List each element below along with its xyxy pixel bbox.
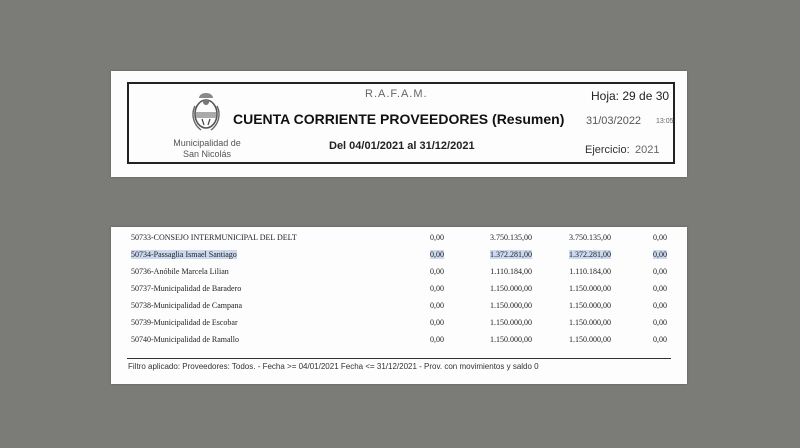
- table-row: [128, 333, 668, 348]
- amount-cell: 0,00: [653, 335, 667, 344]
- municipality-name-line1: Municipalidad de: [173, 138, 241, 148]
- amount-cell: 0,00: [430, 301, 444, 310]
- system-name: R.A.F.A.M.: [365, 88, 428, 100]
- report-header-page: [111, 71, 687, 177]
- exercise-value: 2021: [635, 144, 660, 156]
- table-row: [128, 316, 668, 331]
- supplier-name: 50733-CONSEJO INTERMUNICIPAL DEL DELT: [131, 233, 297, 242]
- supplier-name: 50737-Municipalidad de Baradero: [131, 284, 242, 293]
- amount-cell: 1.150.000,00: [569, 284, 611, 293]
- amount-cell: 3.750.135,00: [569, 233, 611, 242]
- table-row: [128, 231, 668, 246]
- amount-cell: 0,00: [653, 233, 667, 242]
- amount-cell: 0,00: [653, 284, 667, 293]
- report-detail-page: [111, 227, 687, 384]
- amount-cell: 1.150.000,00: [569, 335, 611, 344]
- amount-cell: 0,00: [430, 267, 444, 276]
- table-row: [128, 265, 668, 280]
- report-period: Del 04/01/2021 al 31/12/2021: [329, 140, 475, 152]
- amount-cell: 0,00: [430, 233, 444, 242]
- amount-cell: 1.150.000,00: [569, 301, 611, 310]
- amount-cell: 0,00: [653, 318, 667, 327]
- amount-cell: 1.372.281,00: [569, 250, 611, 259]
- applied-filter-text: Filtro aplicado: Proveedores: Todos. - Fecha >= 04/01/2021 Fecha <= 31/12/2021 - Prov. con movimientos y saldo 0: [128, 362, 539, 371]
- amount-cell: 0,00: [653, 301, 667, 310]
- report-header-box: [127, 82, 675, 164]
- amount-cell: 0,00: [653, 267, 667, 276]
- amount-cell: 0,00: [653, 250, 667, 259]
- amount-cell: 1.150.000,00: [490, 318, 532, 327]
- report-date: 31/03/2022: [586, 115, 642, 127]
- table-row-selected[interactable]: [128, 248, 668, 263]
- municipality-name-line2: San Nicolás: [182, 149, 232, 159]
- amount-cell: 1.372.281,00: [490, 250, 532, 259]
- page-indicator: Hoja: 29 de 30: [591, 89, 670, 103]
- amount-cell: 1.150.000,00: [490, 335, 532, 344]
- supplier-name: 50738-Municipalidad de Campana: [131, 301, 243, 310]
- amount-cell: 1.110.184,00: [569, 267, 611, 276]
- exercise-label: Ejercicio:: [585, 144, 630, 156]
- table-row: [128, 299, 668, 314]
- supplier-name: 50734-Passaglia Ismael Santiago: [131, 250, 237, 259]
- table-row: [128, 282, 668, 297]
- report-time: 13:05: [656, 118, 674, 125]
- divider: [127, 358, 671, 359]
- amount-cell: 1.150.000,00: [490, 284, 532, 293]
- amount-cell: 1.150.000,00: [490, 301, 532, 310]
- report-title: CUENTA CORRIENTE PROVEEDORES (Resumen): [233, 111, 565, 127]
- amount-cell: 1.110.184,00: [490, 267, 532, 276]
- amount-cell: 1.150.000,00: [569, 318, 611, 327]
- supplier-name: 50739-Municipalidad de Escobar: [131, 318, 238, 327]
- supplier-name: 50736-Anóbile Marcela Lilian: [131, 267, 229, 276]
- amount-cell: 0,00: [430, 318, 444, 327]
- amount-cell: 3.750.135,00: [490, 233, 532, 242]
- coat-of-arms-icon: [189, 90, 223, 134]
- amount-cell: 0,00: [430, 250, 444, 259]
- amount-cell: 0,00: [430, 284, 444, 293]
- supplier-name: 50740-Municipalidad de Ramallo: [131, 335, 239, 344]
- amount-cell: 0,00: [430, 335, 444, 344]
